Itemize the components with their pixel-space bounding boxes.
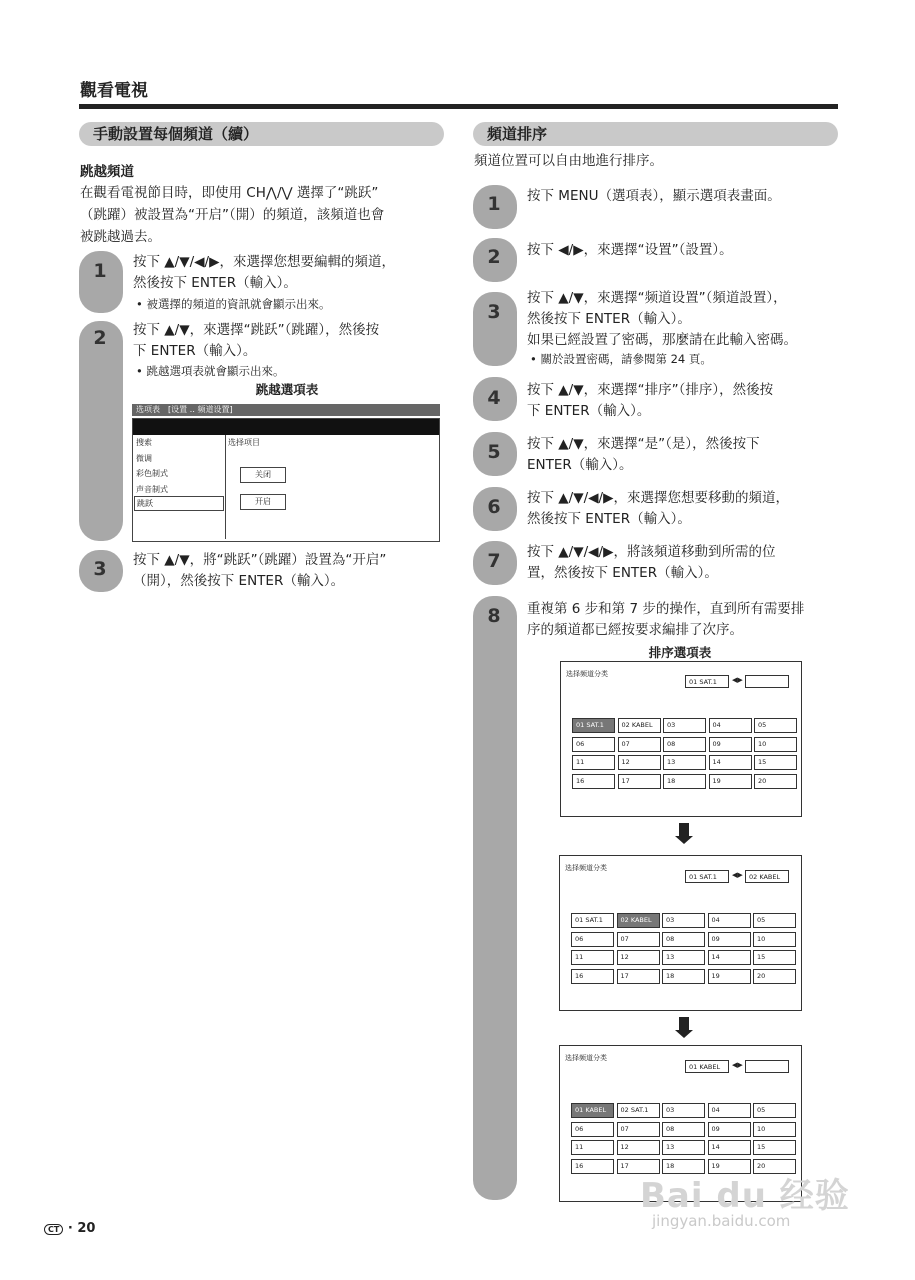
channel-cell[interactable]: 13: [663, 755, 706, 770]
channel-cell[interactable]: 08: [662, 1122, 705, 1137]
channel-cell[interactable]: 18: [662, 1159, 705, 1174]
step-number: 7: [487, 550, 501, 572]
channel-cell[interactable]: 16: [571, 1159, 614, 1174]
step-text: 按下 MENU（選項表），顯示選項表畫面。: [527, 188, 781, 204]
menu-item[interactable]: 声音制式: [136, 485, 168, 494]
step-note: • 關於設置密碼，請參閱第 24 頁。: [530, 350, 712, 368]
channel-select-left[interactable]: 01 SAT.1: [685, 870, 729, 883]
option-off-button[interactable]: 关闭: [240, 467, 286, 483]
channel-cell[interactable]: 04: [708, 1103, 751, 1118]
channel-select-left[interactable]: 01 KABEL: [685, 1060, 729, 1073]
channel-cell[interactable]: 20: [753, 1159, 796, 1174]
channel-cell[interactable]: 02 KABEL: [618, 718, 661, 733]
channel-cell[interactable]: 14: [709, 755, 752, 770]
skip-menu: [132, 418, 440, 542]
channel-cell[interactable]: 02 SAT.1: [617, 1103, 660, 1118]
panel-label: 选择频道分类: [565, 864, 607, 872]
step-text: 按下 ▲/▼/◀/▶，來選擇您想要編輯的頻道， 然後按下 ENTER（輸入）。: [133, 254, 395, 291]
channel-cell[interactable]: 04: [708, 913, 751, 928]
channel-select-right[interactable]: [745, 1060, 789, 1073]
channel-select-right[interactable]: 02 KABEL: [745, 870, 789, 883]
step-number: 3: [487, 301, 501, 323]
channel-cell[interactable]: 17: [618, 774, 661, 789]
step-number: 6: [487, 496, 501, 518]
skip-intro: 在觀看電視節目時，即使用 CH⋀/⋁ 選擇了“跳跃” （跳躍）被設置為“开启”（開）的頻道，該頻道也會 被跳越過去。: [80, 185, 385, 245]
channel-cell[interactable]: 12: [617, 950, 660, 965]
channel-cell[interactable]: 03: [663, 718, 706, 733]
channel-cell[interactable]: 14: [708, 950, 751, 965]
panel-label: 选择频道分类: [565, 1054, 607, 1062]
step-text: 按下 ▲/▼，來選擇“跳跃”（跳躍），然後按 下 ENTER（輸入）。: [133, 322, 380, 359]
step-text: 按下 ▲/▼，來選擇“是”（是），然後按下 ENTER（輸入）。: [527, 436, 760, 473]
channel-select-right[interactable]: [745, 675, 789, 688]
step-text: 重複第 6 步和第 7 步的操作，直到所有需要排 序的頻道都已經按要求編排了次序。: [527, 601, 805, 638]
channel-cell[interactable]: 18: [662, 969, 705, 984]
channel-cell[interactable]: 08: [663, 737, 706, 752]
menu-item[interactable]: 微调: [136, 454, 152, 463]
channel-cell[interactable]: 19: [708, 969, 751, 984]
channel-cell[interactable]: 06: [571, 932, 614, 947]
channel-cell[interactable]: 13: [662, 950, 705, 965]
channel-cell[interactable]: 16: [571, 969, 614, 984]
channel-cell[interactable]: 11: [572, 755, 615, 770]
watermark-url: jingyan.baidu.com: [652, 1212, 791, 1230]
channel-cell[interactable]: 01 KABEL: [571, 1103, 614, 1118]
page-footer: [44, 1221, 95, 1236]
channel-cell[interactable]: 17: [617, 1159, 660, 1174]
channel-cell[interactable]: 03: [662, 1103, 705, 1118]
step-strip: [473, 596, 517, 1200]
language-badge: CT: [44, 1224, 63, 1235]
channel-cell[interactable]: 12: [618, 755, 661, 770]
step-number: 2: [487, 246, 501, 268]
left-right-arrows-icon: ◀▶: [732, 1061, 743, 1069]
channel-cell[interactable]: 12: [617, 1140, 660, 1155]
step-number: 8: [487, 605, 501, 627]
channel-cell[interactable]: 11: [571, 950, 614, 965]
sort-intro: 頻道位置可以自由地進行排序。: [474, 153, 663, 169]
channel-cell[interactable]: 06: [571, 1122, 614, 1137]
step-text: 按下 ▲/▼，將“跳跃”（跳躍）設置為“开启” （開），然後按下 ENTER（輸入）。: [133, 552, 387, 589]
channel-cell[interactable]: 15: [753, 1140, 796, 1155]
down-arrow-icon: [675, 823, 693, 844]
channel-cell[interactable]: 13: [662, 1140, 705, 1155]
menu-header-bar: [133, 419, 439, 435]
channel-cell[interactable]: 09: [708, 1122, 751, 1137]
menu-item[interactable]: 搜索: [136, 438, 152, 447]
step-number: 3: [93, 558, 107, 580]
step-strip: [79, 321, 123, 541]
menu-title-bar: 选项表 [设置 ‥ 频道设置]: [132, 404, 440, 416]
step-number: 2: [93, 327, 107, 349]
channel-cell[interactable]: 05: [753, 1103, 796, 1118]
channel-cell[interactable]: 02 KABEL: [617, 913, 660, 928]
channel-cell[interactable]: 01 SAT.1: [572, 718, 615, 733]
step-number: 4: [487, 387, 501, 409]
down-arrow-icon: [675, 1017, 693, 1038]
skip-menu-caption: 跳越選項表: [255, 382, 319, 397]
channel-cell[interactable]: 05: [754, 718, 797, 733]
channel-cell[interactable]: 05: [753, 913, 796, 928]
sort-panel: [560, 661, 802, 817]
watermark-logo: Bai du 经验: [640, 1176, 850, 1216]
channel-cell[interactable]: 06: [572, 737, 615, 752]
channel-cell[interactable]: 07: [617, 932, 660, 947]
right-section-title: 頻道排序: [473, 122, 838, 146]
channel-cell[interactable]: 18: [663, 774, 706, 789]
channel-cell[interactable]: 20: [753, 969, 796, 984]
step-text: 按下 ▲/▼，來選擇“频道设置”（頻道設置）， 然後按下 ENTER（輸入）。 如果已經設置了密碼，那麼請在此輸入密碼。: [527, 290, 797, 348]
sort-panel: [559, 855, 802, 1011]
channel-cell[interactable]: 03: [662, 913, 705, 928]
step-note: • 跳越選項表就會顯示出來。: [136, 362, 284, 380]
channel-cell[interactable]: 07: [618, 737, 661, 752]
channel-cell[interactable]: 09: [708, 932, 751, 947]
left-right-arrows-icon: ◀▶: [732, 871, 743, 879]
menu-item-selected[interactable]: 跳跃: [134, 496, 224, 511]
channel-cell[interactable]: 19: [708, 1159, 751, 1174]
menu-divider: [225, 435, 226, 539]
menu-item[interactable]: 彩色制式: [136, 469, 168, 478]
channel-select-left[interactable]: 01 SAT.1: [685, 675, 729, 688]
step-note: • 被選擇的頻道的資訊就會顯示出來。: [136, 295, 330, 313]
channel-cell[interactable]: 01 SAT.1: [571, 913, 614, 928]
channel-cell[interactable]: 11: [571, 1140, 614, 1155]
step-text: 按下 ◀/▶，來選擇“设置”（設置）。: [527, 242, 733, 258]
channel-cell[interactable]: 10: [753, 1122, 796, 1137]
step-text: 按下 ▲/▼，來選擇“排序”（排序），然後按 下 ENTER（輸入）。: [527, 382, 774, 419]
step-number: 1: [487, 193, 501, 215]
left-right-arrows-icon: ◀▶: [732, 676, 743, 684]
left-section-title: 手動設置每個頻道（續）: [79, 122, 444, 146]
channel-cell[interactable]: 08: [662, 932, 705, 947]
menu-select-label: 选择项目: [228, 438, 260, 447]
channel-cell[interactable]: 07: [617, 1122, 660, 1137]
channel-cell[interactable]: 10: [753, 932, 796, 947]
page-header-title: 觀看電視: [80, 81, 148, 101]
channel-cell[interactable]: 16: [572, 774, 615, 789]
channel-cell[interactable]: 19: [709, 774, 752, 789]
step-number: 1: [93, 260, 107, 282]
channel-cell[interactable]: 04: [709, 718, 752, 733]
step-text: 按下 ▲/▼/◀/▶，將該頻道移動到所需的位 置，然後按下 ENTER（輸入）。: [527, 544, 776, 581]
page-number: · 20: [67, 1221, 96, 1236]
channel-cell[interactable]: 15: [753, 950, 796, 965]
channel-cell[interactable]: 10: [754, 737, 797, 752]
option-on-button[interactable]: 开启: [240, 494, 286, 510]
sort-menu-caption: 排序選項表: [648, 645, 712, 660]
channel-cell[interactable]: 20: [754, 774, 797, 789]
channel-cell[interactable]: 14: [708, 1140, 751, 1155]
header-rule: [79, 104, 838, 109]
channel-cell[interactable]: 17: [617, 969, 660, 984]
skip-subheading: 跳越頻道: [80, 164, 134, 180]
step-text: 按下 ▲/▼/◀/▶，來選擇您想要移動的頻道， 然後按下 ENTER（輸入）。: [527, 490, 789, 527]
panel-label: 选择频道分类: [566, 670, 608, 678]
step-number: 5: [487, 441, 501, 463]
channel-cell[interactable]: 15: [754, 755, 797, 770]
channel-cell[interactable]: 09: [709, 737, 752, 752]
